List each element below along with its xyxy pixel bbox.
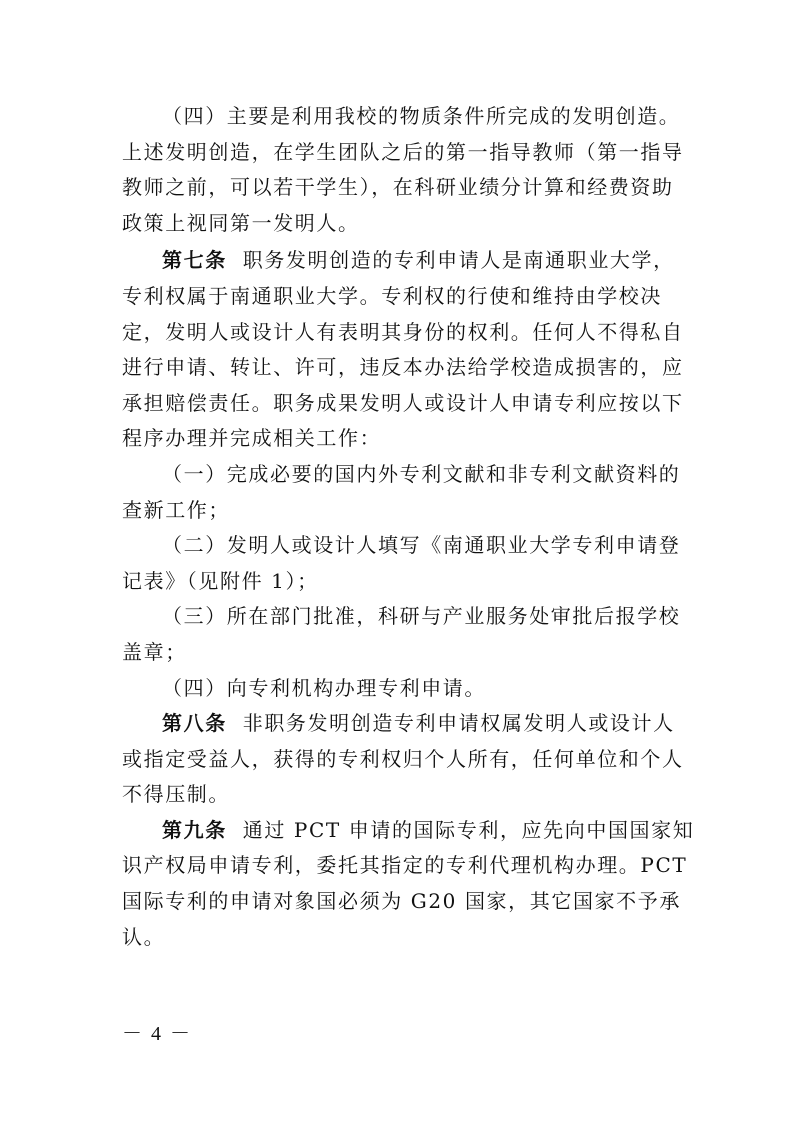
page-number: － 4 － <box>122 1023 192 1045</box>
article-text: 职务发明创造的专利申请人是南通职业大学， <box>242 248 675 273</box>
paragraph-item-4 <box>122 99 684 241</box>
text-line: 不得压制。 <box>122 782 230 807</box>
text-line: 或指定受益人，获得的专利权归个人所有，任何单位和个人 <box>122 746 684 771</box>
text-line: 认。 <box>122 924 166 949</box>
text-line: 程序办理并完成相关工作： <box>122 426 382 451</box>
article-text: 非职务发明创造专利申请权属发明人或设计人 <box>242 711 675 736</box>
paragraph-step-3 <box>122 599 681 670</box>
text-line: 国际专利的申请对象国必须为 G20 国家，其它国家不予承 <box>122 889 681 914</box>
article-heading: 第九条 <box>162 817 227 842</box>
article-heading: 第七条 <box>162 248 227 273</box>
paragraph-step-4 <box>122 671 674 707</box>
text-line: （四）向专利机构办理专利申请。 <box>162 675 486 700</box>
text-line: 盖章； <box>122 639 187 664</box>
text-line: 进行申请、转让、许可，违反本办法给学校造成损害的，应 <box>122 355 684 380</box>
text-line: 教师之前，可以若干学生），在科研业绩分计算和经费资助 <box>122 175 674 200</box>
text-line: （四）主要是利用我校的物质条件所完成的发明创造。 <box>162 104 681 128</box>
text-line: （二）发明人或设计人填写《南通职业大学专利申请登 <box>162 533 681 558</box>
text-line: 定，发明人或设计人有表明其身份的权利。任何人不得私自 <box>122 319 684 344</box>
text-line: 识产权局申请专利，委托其指定的专利代理机构办理。PCT <box>122 853 688 878</box>
article-heading: 第八条 <box>162 711 227 736</box>
text-line <box>122 243 674 279</box>
paragraph-article-8 <box>122 706 684 813</box>
document-body <box>122 99 695 955</box>
text-line: （三）所在部门批准，科研与产业服务处审批后报学校 <box>162 604 681 629</box>
text-line: 记表》（见附件 1）； <box>122 568 319 593</box>
text-line <box>122 706 674 742</box>
paragraph-article-7 <box>122 243 684 457</box>
text-line: 查新工作； <box>122 497 230 522</box>
text-line <box>122 813 695 849</box>
text-line: 政策上视同第一发明人。 <box>122 210 360 235</box>
paragraph-step-1 <box>122 457 681 528</box>
article-text: 通过 PCT 申请的国际专利，应先向中国国家知 <box>242 817 695 842</box>
text-line: 专利权属于南通职业大学。专利权的行使和维持由学校决 <box>122 283 662 308</box>
paragraph-article-9 <box>122 813 695 955</box>
text-line: （一）完成必要的国内外专利文献和非专利文献资料的 <box>162 461 681 486</box>
text-line: 承担赔偿责任。职务成果发明人或设计人申请专利应按以下 <box>122 390 684 415</box>
paragraph-step-2 <box>122 528 681 599</box>
text-line: 上述发明创造，在学生团队之后的第一指导教师（第一指导 <box>122 139 684 164</box>
